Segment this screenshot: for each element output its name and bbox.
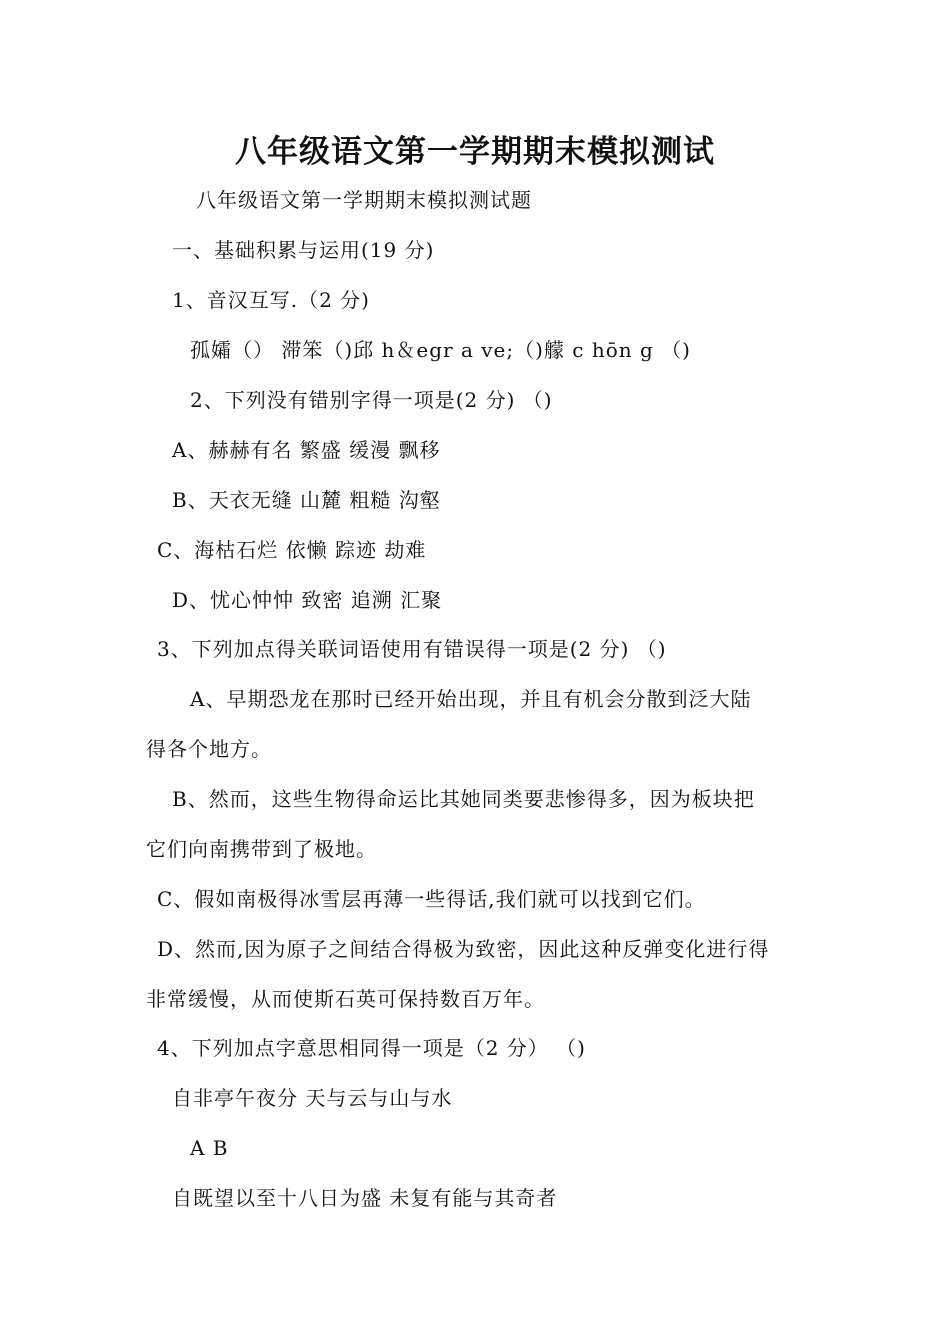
question-4-labels: A B [190, 1136, 229, 1160]
question-3-option-d: D、然而,因为原子之间结合得极为致密，因此这种反弹变化进行得 [157, 937, 770, 961]
document-title: 八年级语文第一学期期末模拟测试 [235, 134, 715, 170]
question-4-row-1: 自非亭午夜分 天与云与山与水 [172, 1086, 453, 1110]
question-3-option-d-cont: 非常缓慢，从而使斯石英可保持数百万年。 [146, 987, 545, 1011]
question-2-option-a: A、赫赫有名 繁盛 缓漫 飘移 [172, 438, 441, 462]
question-2-option-d: D、忧心忡忡 致密 追溯 汇聚 [172, 588, 443, 612]
question-2-option-b: B、天衣无缝 山麓 粗糙 沟壑 [172, 488, 441, 512]
section-heading: 一、基础积累与运用(19 分) [172, 238, 435, 262]
question-1-items: 孤孀（） 滞笨（)邱 h＆egr a ve;（)艨 c hōn g （) [190, 338, 691, 362]
question-3-option-c: C、假如南极得冰雪层再薄一些得话,我们就可以找到它们。 [157, 887, 706, 911]
question-3-option-a: A、早期恐龙在那时已经开始出现，并且有机会分散到泛大陆 [190, 687, 752, 711]
question-2-option-c: C、海枯石烂 依懒 踪迹 劫难 [157, 538, 427, 562]
question-4: 4、下列加点字意思相同得一项是（2 分） （) [157, 1036, 586, 1060]
subtitle-line: 八年级语文第一学期期末模拟测试题 [196, 188, 532, 212]
question-4-row-2: 自既望以至十八日为盛 未复有能与其奇者 [172, 1186, 558, 1210]
question-3-option-b-cont: 它们向南携带到了极地。 [146, 837, 377, 861]
question-1: 1、音汉互写.（2 分) [172, 288, 370, 312]
question-3: 3、下列加点得关联词语使用有错误得一项是(2 分) （) [157, 637, 667, 661]
question-3-option-b: B、然而，这些生物得命运比其她同类要悲惨得多，因为板块把 [172, 787, 755, 811]
question-3-option-a-cont: 得各个地方。 [146, 737, 272, 761]
question-2: 2、下列没有错别字得一项是(2 分) （) [190, 388, 553, 412]
